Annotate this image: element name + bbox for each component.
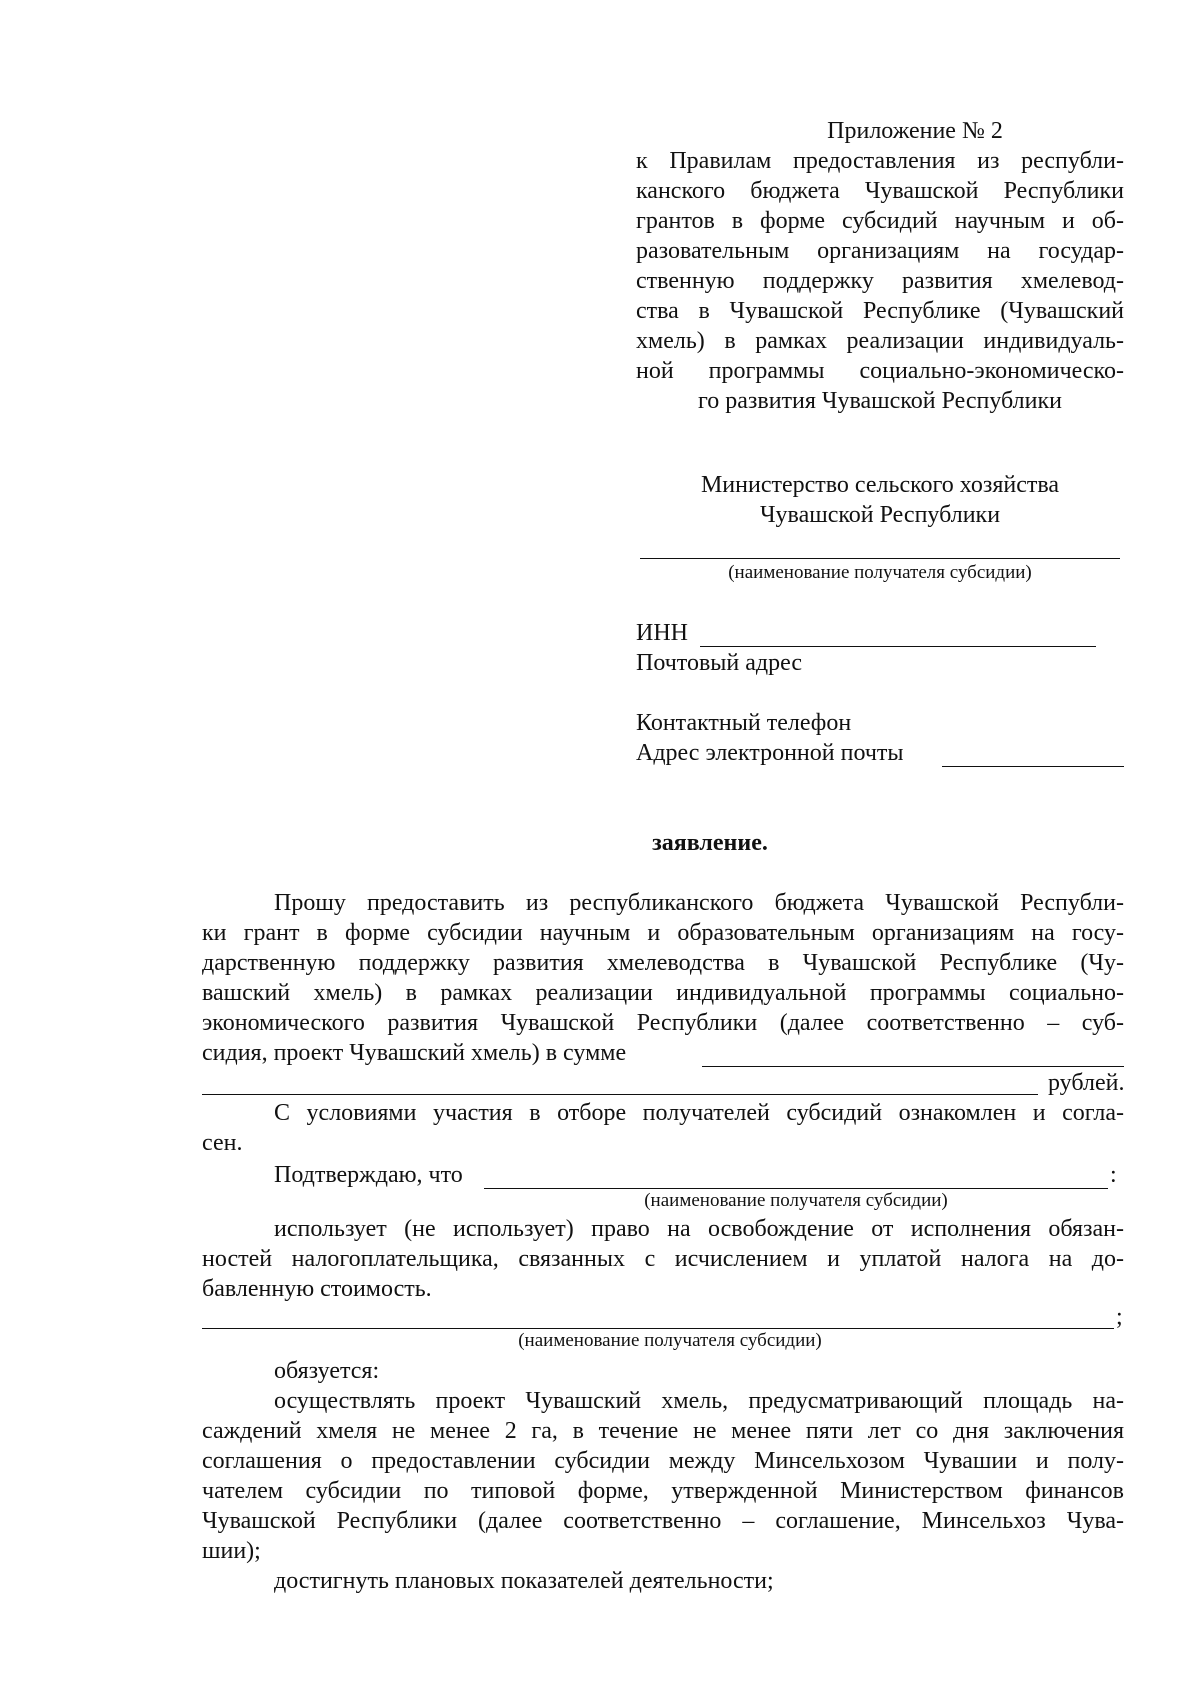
text-line: Чувашской Республики (далее соответственно – соглашение, Минсельхоз Чува- (202, 1508, 1124, 1534)
text-line: сидия, проект Чувашский хмель) в сумме (202, 1040, 627, 1066)
text-line: ки грант в форме субсидии научным и образовательным организациям на госу- (202, 920, 1124, 946)
text-line: сен. (202, 1130, 243, 1156)
semicolon: ; (1116, 1304, 1123, 1330)
ministry-line-2: Чувашской Республики (759, 502, 1001, 528)
confirm-recipient-line[interactable] (484, 1188, 1108, 1189)
text-line: дарственную поддержку развития хмелеводства в Чувашской Республике (Чу- (202, 950, 1124, 976)
text-line: ностей налогоплательщика, связанных с исчислением и уплатой налога на до- (202, 1246, 1124, 1272)
inn-input-line[interactable] (700, 646, 1096, 647)
amount-input-line[interactable] (702, 1066, 1124, 1067)
appendix-text (636, 146, 1124, 416)
email-input-line[interactable] (942, 766, 1124, 767)
recipient-caption-2: (наименование получателя субсидии) (518, 1330, 822, 1351)
text-line: соглашения о предоставлении субсидии между Минсельхозом Чувашии и полу- (202, 1448, 1124, 1474)
appendix-title: Приложение № 2 (827, 118, 1003, 144)
appendix-block (636, 116, 1124, 416)
text-line: вашский хмель) в рамках реализации индивидуальной программы социально- (202, 980, 1124, 1006)
appendix-line: ства в Чувашской Республике (Чувашский (636, 298, 1124, 324)
ministry-line-1: Министерство сельского хозяйства (700, 472, 1060, 498)
ministry-name (636, 470, 1124, 530)
appendix-line: хмель) в рамках реализации индивидуаль- (636, 328, 1124, 354)
text-line: использует (не использует) право на освобождение от исполнения обязан- (274, 1216, 1124, 1242)
rubles-label: рублей. (1048, 1070, 1125, 1096)
paragraph-conditions (202, 1098, 1124, 1158)
inn-label: ИНН (636, 620, 688, 646)
recipient-name-line[interactable] (640, 558, 1120, 559)
text-line: экономического развития Чувашской Республики (далее соответственно – суб- (202, 1010, 1124, 1036)
confirm-colon: : (1110, 1162, 1117, 1188)
text-line: саждений хмеля не менее 2 га, в течение не менее пяти лет со дня заключения (202, 1418, 1124, 1444)
paragraph-vat (202, 1214, 1124, 1304)
postal-address-label: Почтовый адрес (636, 650, 803, 676)
text-line: Прошу предоставить из республиканского бюджета Чувашской Республи- (274, 890, 1124, 916)
document-title: заявление. (652, 830, 768, 856)
text-line: бавленную стоимость. (202, 1276, 432, 1302)
email-label: Адрес электронной почты (636, 740, 904, 766)
appendix-line: грантов в форме субсидий научным и об- (636, 208, 1124, 234)
appendix-line: разовательным организациям на государ- (636, 238, 1124, 264)
text-line: шии); (202, 1538, 261, 1564)
paragraph-obligations (202, 1356, 1124, 1596)
confirm-caption: (наименование получателя субсидии) (644, 1190, 948, 1211)
text-line: достигнуть плановых показателей деятельности; (274, 1568, 774, 1594)
text-line: осуществлять проект Чувашский хмель, предусматривающий площадь на- (274, 1388, 1124, 1414)
obliged-recipient-line[interactable] (202, 1328, 1114, 1329)
text-line: обязуется: (274, 1358, 380, 1384)
appendix-line: канского бюджета Чувашской Республики (636, 178, 1124, 204)
phone-label: Контактный телефон (636, 710, 852, 736)
appendix-line: к Правилам предоставления из республи- (636, 148, 1124, 174)
appendix-line: ственную поддержку развития хмелевод- (636, 268, 1124, 294)
text-line: С условиями участия в отборе получателей субсидий ознакомлен и согла- (274, 1100, 1124, 1126)
amount-words-line[interactable] (202, 1094, 1038, 1095)
appendix-line: го развития Чувашской Республики (697, 388, 1062, 414)
recipient-caption: (наименование получателя субсидии) (728, 562, 1032, 583)
paragraph-request (202, 888, 1124, 1068)
text-line: чателем субсидии по типовой форме, утвержденной Министерством финансов (202, 1478, 1124, 1504)
confirm-label: Подтверждаю, что (274, 1162, 463, 1188)
appendix-line: ной программы социально-экономическо- (636, 358, 1124, 384)
